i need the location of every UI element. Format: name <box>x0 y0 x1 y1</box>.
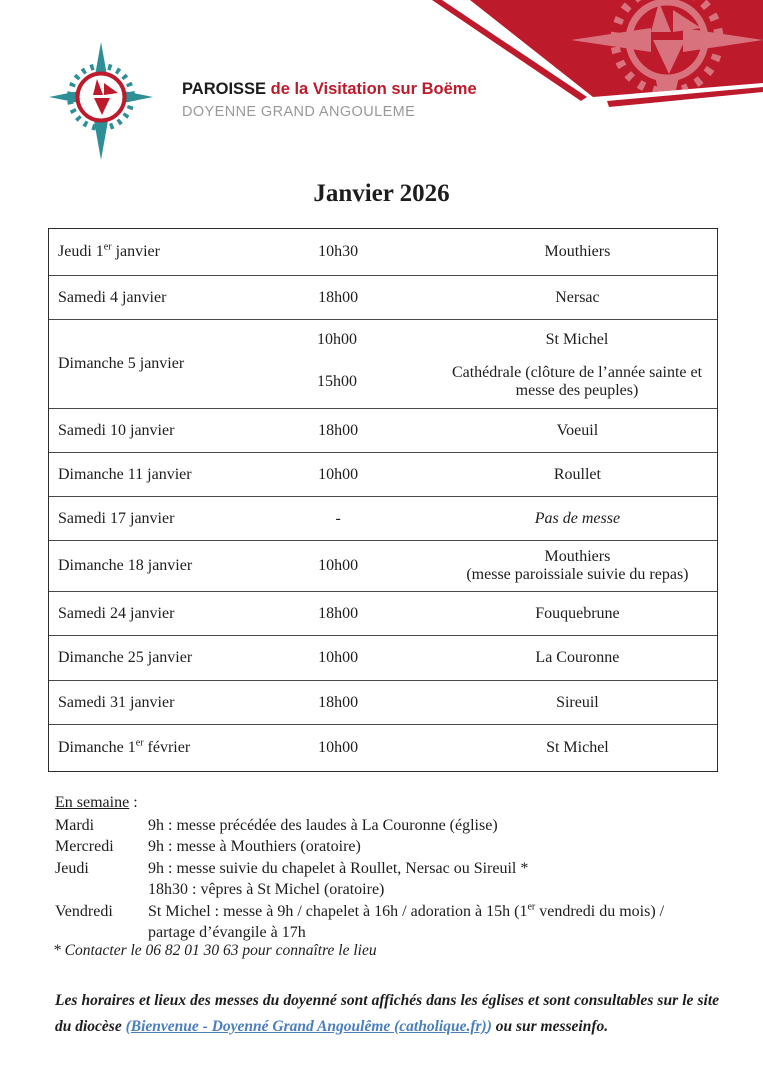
table-row <box>49 275 717 319</box>
sub-row <box>237 358 717 406</box>
time-cell: 18h00 <box>318 288 359 306</box>
weekday-description: St Michel : messe à 9h / chapelet à 16h / adoration à 15h (1er vendredi du mois) / partage d’évangile à 17h <box>148 901 665 941</box>
weekday-item <box>55 815 720 837</box>
table-row <box>49 540 717 591</box>
weekday-heading: En semaine : <box>55 794 138 811</box>
location-cell: St Michel <box>546 739 609 756</box>
sub-row <box>237 322 717 358</box>
weekday-name: Mardi <box>55 816 95 834</box>
weekday-item <box>55 858 720 901</box>
table-row <box>49 591 717 635</box>
weekday-name: Vendredi <box>55 902 113 920</box>
location-cell: Mouthiers (messe paroissiale suivie du repas) <box>466 548 689 583</box>
location-cell: Mouthiers <box>544 243 611 260</box>
weekday-name: Jeudi <box>55 859 89 877</box>
time-cell: 10h30 <box>318 243 359 260</box>
time-cell: 10h00 <box>318 649 359 666</box>
date-cell: Samedi 24 janvier <box>58 604 175 622</box>
date-cell: Dimanche 1er février <box>58 737 191 756</box>
table-row <box>49 724 717 771</box>
location-cell: Cathédrale (clôture de l’année sainte et messe des peuples) <box>451 364 703 399</box>
time-cell: 10h00 <box>318 465 359 483</box>
location-cell: Sireuil <box>556 693 599 711</box>
table-row <box>49 496 717 540</box>
mass-schedule-table <box>48 228 718 772</box>
time-cell: 10h00 <box>317 331 357 348</box>
location-cell: Nersac <box>555 288 600 306</box>
time-cell: 18h00 <box>318 604 359 622</box>
location-cell: La Couronne <box>535 649 620 666</box>
date-cell: Samedi 31 janvier <box>58 693 175 711</box>
table-row <box>49 680 717 724</box>
date-cell: Dimanche 18 janvier <box>58 557 193 574</box>
date-cell: Dimanche 25 janvier <box>58 649 193 666</box>
time-cell: 10h00 <box>318 739 359 756</box>
table-row <box>49 452 717 496</box>
parish-compass-logo-icon <box>48 40 156 162</box>
weekday-item <box>55 901 720 944</box>
page-title: Janvier 2026 <box>313 180 450 207</box>
table-row <box>49 319 717 408</box>
link-paren-open: ( <box>125 1018 131 1035</box>
org-name: PAROISSE de la Visitation sur Boëme <box>182 80 477 98</box>
date-cell: Samedi 10 janvier <box>58 421 175 439</box>
weekday-name: Mercredi <box>55 838 114 855</box>
weekday-description: 9h : messe suivie du chapelet à Roullet, Nersac ou Sireuil * 18h30 : vêpres à St Michel (oratoire) <box>148 859 529 898</box>
location-cell: Pas de messe <box>534 509 621 527</box>
multi-entry-cell <box>237 322 717 406</box>
header-org-block <box>182 80 477 120</box>
table-row <box>49 635 717 680</box>
location-cell: Roullet <box>553 465 601 483</box>
weekday-description: 9h : messe à Mouthiers (oratoire) <box>148 838 361 855</box>
time-cell: 18h00 <box>318 693 359 711</box>
org-subtitle: DOYENNE GRAND ANGOULEME <box>182 104 416 120</box>
date-cell: Dimanche 11 janvier <box>58 465 192 483</box>
date-cell: Samedi 17 janvier <box>58 509 175 527</box>
date-cell: Samedi 4 janvier <box>58 288 167 306</box>
contact-footnote: * Contacter le 06 82 01 30 63 pour connaître le lieu <box>53 942 377 959</box>
weekday-schedule-section <box>55 792 720 944</box>
location-cell: Fouquebrune <box>535 604 620 622</box>
time-cell: 18h00 <box>318 421 359 439</box>
time-cell: 15h00 <box>317 373 357 390</box>
footer-note: Les horaires et lieux des messes du doyenné sont affichés dans les églises et sont consultables sur le site du diocèse (Bienvenue - Doyenné Grand Angoulême (catholique.fr)) ou sur messeinfo. <box>55 992 719 1035</box>
weekday-description: 9h : messe précédée des laudes à La Couronne (église) <box>148 816 498 834</box>
diocese-website-link[interactable]: Bienvenue - Doyenné Grand Angoulême (catholique.fr) <box>130 1018 487 1035</box>
time-cell: - <box>335 509 341 527</box>
link-paren-close: ) <box>486 1018 492 1035</box>
date-cell: Dimanche 5 janvier <box>58 355 185 372</box>
table-row <box>49 408 717 452</box>
location-cell: St Michel <box>545 331 609 348</box>
location-cell: Voeuil <box>556 421 599 439</box>
date-cell: Jeudi 1er janvier <box>58 241 160 260</box>
table-row <box>49 229 717 275</box>
time-cell: 10h00 <box>318 557 359 574</box>
weekday-item <box>55 836 720 858</box>
